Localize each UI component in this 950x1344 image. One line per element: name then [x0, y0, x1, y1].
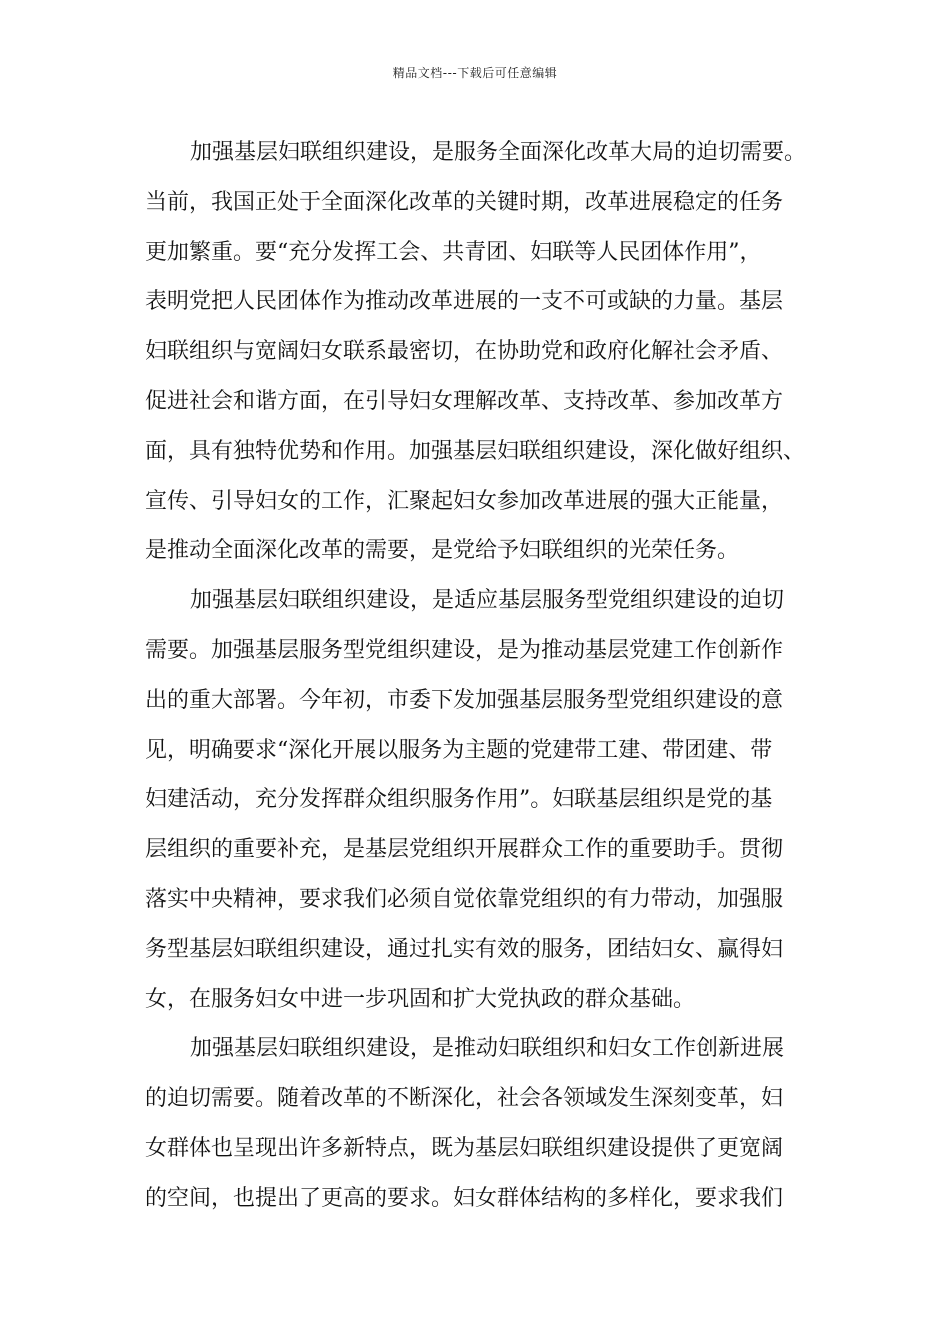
paragraph-1-line: 面，具有独特优势和作用。加强基层妇联组织建设，深化做好组织、	[145, 438, 806, 464]
paragraph-2-line: 出的重大部署。今年初，市委下发加强基层服务型党组织建设的意	[145, 687, 784, 713]
paragraph-1-line: 当前，我国正处于全面深化改革的关键时期，改革进展稳定的任务	[145, 189, 784, 215]
paragraph-1-line: 加强基层妇联组织建设，是服务全面深化改革大局的迫切需要。	[190, 140, 807, 165]
paragraph-1-line: 是推动全面深化改革的需要，是党给予妇联组织的光荣任务。	[145, 538, 740, 564]
paragraph-1-line: 表明党把人民团体作为推动改革进展的一支不可或缺的力量。基层	[145, 289, 784, 315]
paragraph-1-line: 宣传、引导妇女的工作，汇聚起妇女参加改革进展的强大正能量，	[145, 488, 784, 514]
paragraph-2-line: 务型基层妇联组织建设，通过扎实有效的服务，团结妇女、赢得妇	[145, 936, 784, 962]
paragraph-3-line: 女群体也呈现出许多新特点，既为基层妇联组织建设提供了更宽阔	[145, 1135, 784, 1161]
paragraph-1-line: 妇联组织与宽阔妇女联系最密切，在协助党和政府化解社会矛盾、	[145, 339, 784, 365]
paragraph-1-line: 更加繁重。要“充分发挥工会、共青团、妇联等人民团体作用”，	[145, 239, 762, 265]
paragraph-3-line: 的空间，也提出了更高的要求。妇女群体结构的多样化，要求我们	[145, 1185, 784, 1211]
document-body	[145, 128, 825, 1224]
paragraph-2-line: 落实中央精神，要求我们必须自觉依靠党组织的有力带动，加强服	[145, 886, 784, 912]
paragraph-2-line: 需要。加强基层服务型党组织建设，是为推动基层党建工作创新作	[145, 637, 784, 663]
paragraph-2-line: 加强基层妇联组织建设，是适应基层服务型党组织建设的迫切	[190, 588, 785, 614]
paragraph-2-line: 妇建活动，充分发挥群众组织服务作用”。妇联基层组织是党的基	[145, 787, 773, 813]
paragraph-2-line: 层组织的重要补充，是基层党组织开展群众工作的重要助手。贯彻	[145, 837, 784, 863]
paragraph-2-line: 女，在服务妇女中进一步巩固和扩大党执政的群众基础。	[145, 986, 696, 1012]
paragraph-2-line: 见，明确要求“深化开展以服务为主题的党建带工建、带团建、带	[145, 737, 773, 763]
paragraph-3-line: 加强基层妇联组织建设，是推动妇联组织和妇女工作创新进展	[190, 1036, 785, 1062]
paragraph-3-line: 的迫切需要。随着改革的不断深化，社会各领域发生深刻变革，妇	[145, 1086, 784, 1112]
page-header: 精品文档---下载后可任意编辑	[392, 66, 558, 80]
paragraph-1-line: 促进社会和谐方面，在引导妇女理解改革、支持改革、参加改革方	[145, 388, 784, 414]
